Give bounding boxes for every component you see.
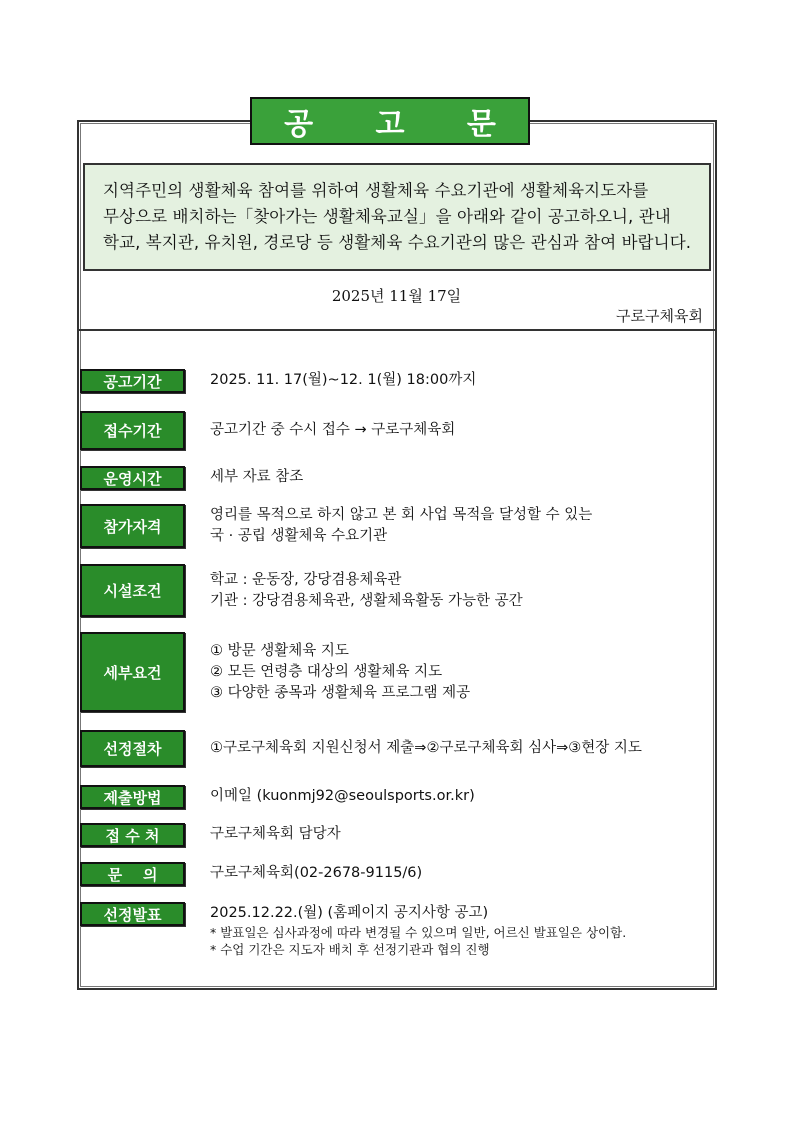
value-line: 공고기간 중 수시 접수 → 구로구체육회 [210, 422, 456, 438]
notice-title: 공 고 문 [284, 107, 522, 142]
intro-text: 지역주민의 생활체육 참여를 위하여 생활체육 수요기관에 생활체육지도자를 무상으로 배치하는「찾아가는 생활체육교실」을 아래와 같이 공고하오니, 관내 학교, 복지관, 유치원, 경로당 등 생활체육 수요기관의 많은 관심과 참여 바랍니다. [103, 181, 692, 252]
intro-box [83, 163, 711, 271]
value-line: 세부 자료 참조 [210, 469, 304, 485]
notice-title-box [250, 97, 530, 145]
value-line: 영리를 목적으로 하지 않고 본 회 사업 목적을 달성할 수 있는 [210, 507, 593, 523]
label-notice-period: 공고기간 [80, 369, 185, 393]
footnote: * 수업 기간은 지도자 배치 후 선정기관과 협의 진행 [210, 942, 490, 957]
value-requirements [210, 641, 470, 704]
label-operation-hours: 운영시간 [80, 466, 185, 490]
value-reception-office [210, 824, 341, 845]
value-line: 2025. 11. 17(월)~12. 1(월) 18:00까지 [210, 372, 477, 388]
value-selection-process [210, 738, 642, 759]
value-line: 국 · 공립 생활체육 수요기관 [210, 528, 388, 544]
value-eligibility [210, 505, 592, 547]
label-inquiry: 문 의 [80, 862, 185, 886]
value-line: ② 모든 연령층 대상의 생활체육 지도 [210, 664, 443, 680]
label-selection-process: 선정절차 [80, 730, 185, 767]
label-eligibility: 참가자격 [80, 504, 185, 548]
value-reception-period [210, 420, 455, 441]
notice-date: 2025년 11월 17일 [331, 287, 462, 305]
label-submission-method: 제출방법 [80, 785, 185, 809]
value-operation-hours [210, 467, 303, 488]
value-line: 구로구체육회 담당자 [210, 826, 341, 842]
value-inquiry [210, 863, 422, 884]
section-divider [78, 329, 716, 331]
value-line: ① 방문 생활체육 지도 [210, 643, 349, 659]
label-reception-office: 접 수 처 [80, 823, 185, 847]
value-facility [210, 570, 523, 612]
value-submission-method [210, 786, 475, 807]
label-reception-period: 접수기간 [80, 411, 185, 450]
value-line: ③ 다양한 종목과 생활체육 프로그램 제공 [210, 685, 471, 701]
footnote: * 발표일은 심사과정에 따라 변경될 수 있으며 일반, 어르신 발표일은 상이함. [210, 925, 627, 940]
value-line: 학교 : 운동장, 강당겸용체육관 [210, 572, 402, 588]
label-requirements: 세부요건 [80, 632, 185, 712]
value-line: ①구로구체육회 지원신청서 제출⇒②구로구체육회 심사⇒③현장 지도 [210, 740, 642, 756]
notice-organization: 구로구체육회 [616, 307, 703, 325]
value-line: 2025.12.22.(월) (홈페이지 공지사항 공고) [210, 905, 489, 921]
value-line: 기관 : 강당겸용체육관, 생활체육활동 가능한 공간 [210, 593, 523, 609]
value-line: 이메일 (kuonmj92@seoulsports.or.kr) [210, 788, 475, 804]
value-announcement [210, 903, 626, 958]
value-notice-period [210, 370, 476, 391]
label-facility: 시설조건 [80, 564, 185, 617]
value-line: 구로구체육회(02-2678-9115/6) [210, 865, 423, 881]
label-announcement: 선정발표 [80, 902, 185, 926]
